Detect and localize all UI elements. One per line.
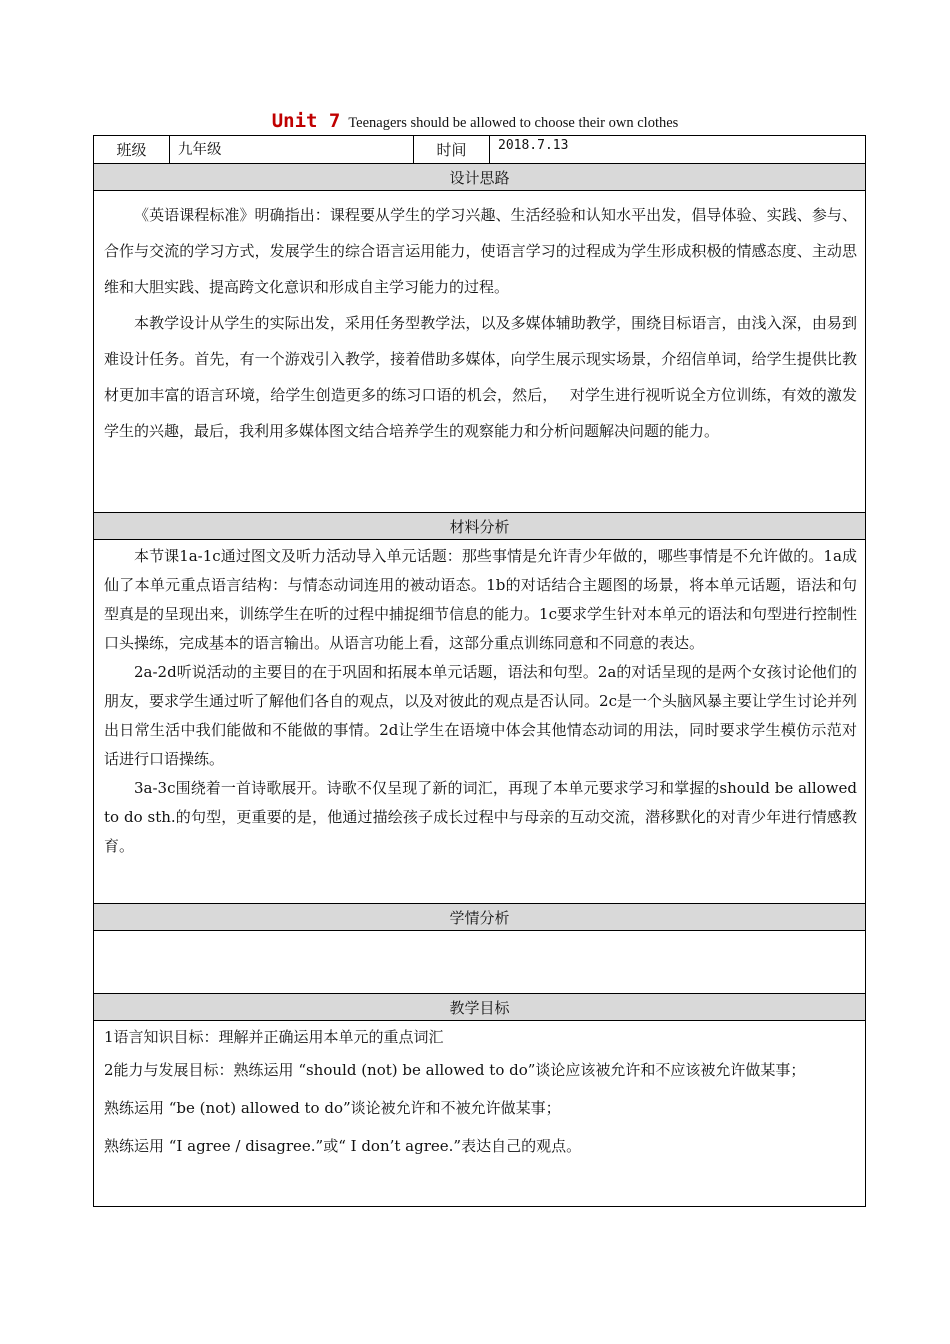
objective-line-4: 熟练运用 “I agree / disagree.”或“ I don’t agree.”表达自己的观点。 (104, 1137, 582, 1155)
learner-content-row (94, 931, 866, 994)
class-label: 班级 (94, 136, 170, 164)
learner-heading: 学情分析 (94, 904, 866, 931)
objectives-content-row (94, 1021, 866, 1207)
unit-subtitle: Teenagers should be allowed to choose their own clothes (348, 115, 679, 131)
material-heading-row (94, 513, 866, 540)
design-heading-row (94, 164, 866, 191)
learner-content (94, 931, 866, 994)
info-row (94, 136, 866, 164)
lesson-plan-table (93, 135, 866, 1207)
design-content-row (94, 191, 866, 513)
objective-line-2: 2能力与发展目标：熟练运用 “should (not) be allowed to do”谈论应该被允许和不应该被允许做某事； (104, 1061, 806, 1079)
time-value: 2018.7.13 (490, 136, 866, 164)
design-paragraph-2: 本教学设计从学生的实际出发，采用任务型教学法，以及多媒体辅助教学，围绕目标语言，由浅入深，由易到难设计任务。首先，有一个游戏引入教学，接着借助多媒体，向学生展示现实场景，介绍信单词，给学生提供比教材更加丰富的语言环境，给学生创造更多的练习口语的机会，然后， 对学生进行视听说全方位训练，有效的激发学生的兴趣，最后，我利用多媒体图文结合培养学生的观察能力和分析问题解决问题的能力。 (104, 314, 857, 440)
time-label: 时间 (414, 136, 490, 164)
class-value: 九年级 (170, 136, 414, 164)
objectives-content (94, 1021, 866, 1207)
design-paragraph-1: 《英语课程标准》明确指出：课程要从学生的学习兴趣、生活经验和认知水平出发，倡导体验、实践、参与、合作与交流的学习方式，发展学生的综合语言运用能力，使语言学习的过程成为学生形成积极的情感态度、主动思维和大胆实践、提高跨文化意识和形成自主学习能力的过程。 (104, 206, 857, 296)
design-heading: 设计思路 (94, 164, 866, 191)
objectives-heading: 教学目标 (94, 994, 866, 1021)
material-content (94, 540, 866, 904)
learner-heading-row (94, 904, 866, 931)
objective-line-1: 1语言知识目标：理解并正确运用本单元的重点词汇 (104, 1028, 444, 1046)
objective-line-3: 熟练运用 “be (not) allowed to do”谈论被允许和不被允许做某事； (104, 1099, 561, 1117)
material-heading: 材料分析 (94, 513, 866, 540)
document-title (0, 110, 950, 132)
material-paragraph-1: 本节课1a-1c通过图文及听力活动导入单元话题：那些事情是允许青少年做的，哪些事情是不允许做的。1a成仙了本单元重点语言结构：与情态动词连用的被动语态。1b的对话结合主题图的场景，将本单元话题，语法和句型真是的呈现出来，训练学生在听的过程中捕捉细节信息的能力。1c要求学生针对本单元的语法和句型进行控制性口头操练，完成基本的语言输出。从语言功能上看，这部分重点训练同意和不同意的表达。 (104, 547, 857, 652)
design-content (94, 191, 866, 513)
material-content-row (94, 540, 866, 904)
material-paragraph-2: 2a-2d听说活动的主要目的在于巩固和拓展本单元话题，语法和句型。2a的对话呈现的是两个女孩讨论他们的朋友，要求学生通过听了解他们各自的观点，以及对彼此的观点是否认同。2c是一个头脑风暴主要让学生讨论并列出日常生活中我们能做和不能做的事情。2d让学生在语境中体会其他情态动词的用法，同时要求学生模仿示范对话进行口语操练。 (104, 663, 857, 768)
material-paragraph-3: 3a-3c围绕着一首诗歌展开。诗歌不仅呈现了新的词汇，再现了本单元要求学习和掌握的should be allowed to do sth.的句型，更重要的是，他通过描绘孩子成长过程中与母亲的互动交流，潜移默化的对青少年进行情感教育。 (104, 779, 857, 855)
unit-label: Unit 7 (271, 110, 341, 132)
objectives-heading-row (94, 994, 866, 1021)
